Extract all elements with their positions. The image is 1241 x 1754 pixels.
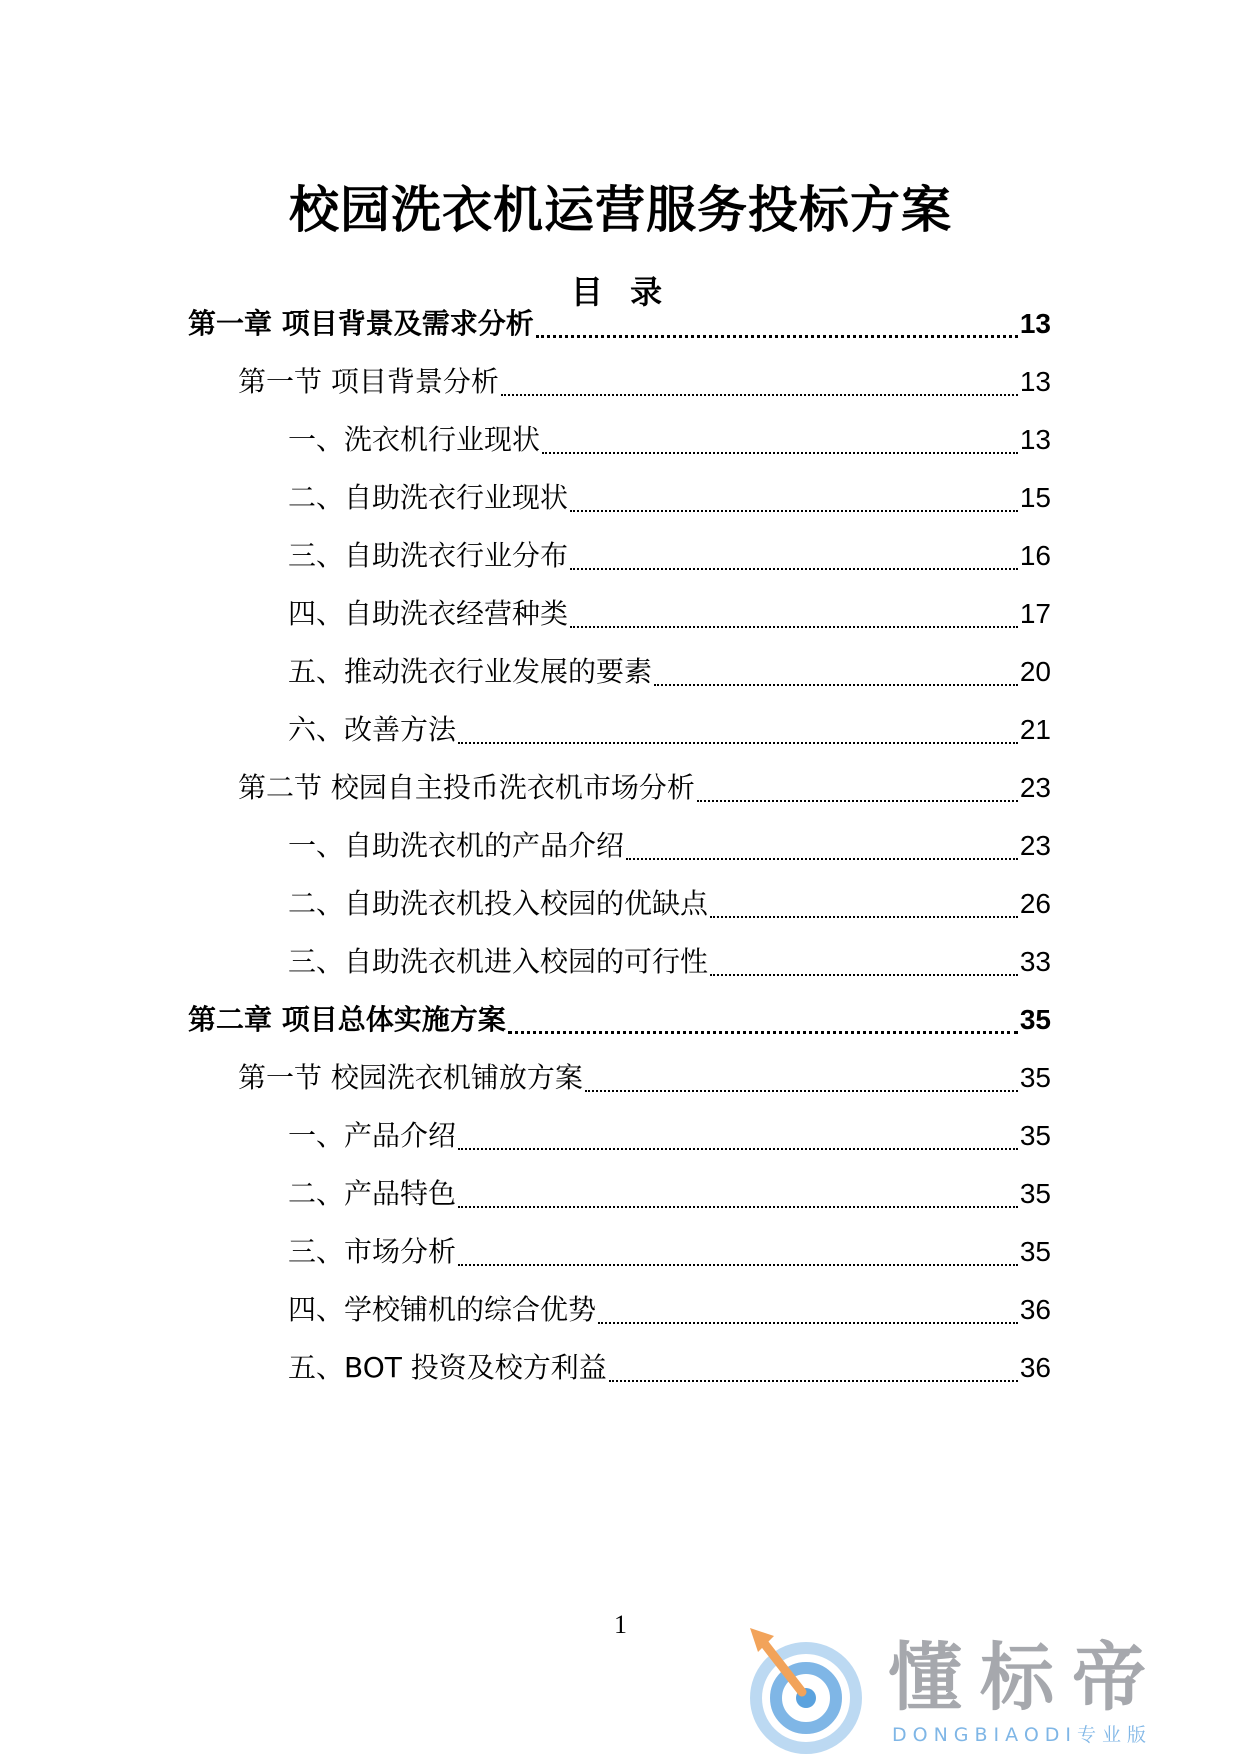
toc-entry-subsection[interactable] xyxy=(288,1228,1051,1272)
toc-entry-label: 第一节 项目背景分析 xyxy=(238,365,499,398)
toc-entry-subsection[interactable] xyxy=(288,822,1051,866)
page-number: 1 xyxy=(614,1610,627,1639)
toc-entry-section[interactable] xyxy=(238,358,1051,402)
toc-entry-label: 第二章 项目总体实施方案 xyxy=(188,1003,506,1036)
toc-entry-page: 35 xyxy=(1019,1178,1051,1209)
toc-entry-page: 35 xyxy=(1019,1236,1051,1267)
toc-leader-dots xyxy=(570,594,1018,628)
watermark-brand: 懂标帝 xyxy=(888,1635,1164,1721)
toc-entry-subsection[interactable] xyxy=(288,1344,1051,1388)
toc-entry-subsection[interactable] xyxy=(288,1112,1051,1156)
toc-entry-page: 33 xyxy=(1019,946,1051,977)
toc-leader-dots xyxy=(458,1232,1018,1266)
toc-entry-page: 36 xyxy=(1019,1294,1051,1325)
toc-entry-label: 第一章 项目背景及需求分析 xyxy=(188,307,534,340)
toc-entry-page: 35 xyxy=(1019,1062,1051,1093)
toc-entry-label: 六、改善方法 xyxy=(288,713,457,746)
toc-leader-dots xyxy=(501,362,1018,396)
toc-leader-dots xyxy=(536,303,1018,338)
toc-entry-label: 三、市场分析 xyxy=(288,1235,457,1268)
toc-entry-subsection[interactable] xyxy=(288,474,1051,518)
toc-entry-subsection[interactable] xyxy=(288,416,1051,460)
toc-entry-page: 26 xyxy=(1019,888,1051,919)
toc-entry-label: 二、产品特色 xyxy=(288,1177,457,1210)
toc-leader-dots xyxy=(710,884,1018,918)
toc-leader-dots xyxy=(458,1116,1018,1150)
toc-entry-label: 一、自助洗衣机的产品介绍 xyxy=(288,829,625,862)
toc-leader-dots xyxy=(458,1174,1018,1208)
toc-entry-label: 四、学校铺机的综合优势 xyxy=(288,1293,597,1326)
toc-entry-chapter[interactable] xyxy=(188,300,1051,344)
toc-entry-page: 23 xyxy=(1019,830,1051,861)
toc-entry-label: 三、自助洗衣行业分布 xyxy=(288,539,569,572)
toc-entry-page: 21 xyxy=(1019,714,1051,745)
toc-leader-dots xyxy=(710,942,1018,976)
toc-entry-section[interactable] xyxy=(238,1054,1051,1098)
watermark-subtitle: DONGBIAODI专业版 xyxy=(892,1724,1153,1746)
toc-leader-dots xyxy=(508,999,1018,1034)
toc-entry-subsection[interactable] xyxy=(288,590,1051,634)
toc-entry-page: 13 xyxy=(1019,424,1051,455)
toc-entry-page: 15 xyxy=(1019,482,1051,513)
toc-entry-page: 35 xyxy=(1019,1120,1051,1151)
toc-leader-dots xyxy=(585,1058,1018,1092)
toc-leader-dots xyxy=(458,710,1018,744)
toc-leader-dots xyxy=(626,826,1018,860)
toc-entry-subsection[interactable] xyxy=(288,648,1051,692)
target-arrow-icon xyxy=(740,1628,870,1754)
toc-entry-label: 第二节 校园自主投币洗衣机市场分析 xyxy=(238,771,695,804)
toc-entry-page: 20 xyxy=(1019,656,1051,687)
toc-leader-dots xyxy=(697,768,1018,802)
toc-leader-dots xyxy=(570,536,1018,570)
toc-entry-subsection[interactable] xyxy=(288,706,1051,750)
toc-entry-label: 二、自助洗衣行业现状 xyxy=(288,481,569,514)
toc-entry-subsection[interactable] xyxy=(288,938,1051,982)
toc-entry-subsection[interactable] xyxy=(288,532,1051,576)
toc-entry-label: 三、自助洗衣机进入校园的可行性 xyxy=(288,945,709,978)
toc-heading: 目 录 xyxy=(570,273,671,311)
toc-leader-dots xyxy=(654,652,1018,686)
toc-leader-dots xyxy=(542,420,1018,454)
toc-entry-label: 二、自助洗衣机投入校园的优缺点 xyxy=(288,887,709,920)
toc-leader-dots xyxy=(598,1290,1018,1324)
toc-entry-page: 35 xyxy=(1019,1004,1051,1035)
toc-entry-subsection[interactable] xyxy=(288,1286,1051,1330)
toc-entry-page: 36 xyxy=(1019,1352,1051,1383)
toc-entry-page: 23 xyxy=(1019,772,1051,803)
toc-entry-label: 第一节 校园洗衣机铺放方案 xyxy=(238,1061,583,1094)
toc-entry-label: 五、BOT 投资及校方利益 xyxy=(288,1351,607,1384)
toc-entry-label: 四、自助洗衣经营种类 xyxy=(288,597,569,630)
toc-entry-page: 13 xyxy=(1019,308,1051,339)
toc-leader-dots xyxy=(609,1348,1018,1382)
toc-entry-label: 一、产品介绍 xyxy=(288,1119,457,1152)
toc-entry-page: 17 xyxy=(1019,598,1051,629)
toc-entry-subsection[interactable] xyxy=(288,1170,1051,1214)
toc-entry-page: 13 xyxy=(1019,366,1051,397)
toc-entry-chapter[interactable] xyxy=(188,996,1051,1040)
toc-leader-dots xyxy=(570,478,1018,512)
toc-entry-subsection[interactable] xyxy=(288,880,1051,924)
toc-entry-label: 五、推动洗衣行业发展的要素 xyxy=(288,655,653,688)
watermark xyxy=(740,1628,1220,1748)
toc-entry-label: 一、洗衣机行业现状 xyxy=(288,423,541,456)
document-title: 校园洗衣机运营服务投标方案 xyxy=(289,181,952,239)
toc-entry-page: 16 xyxy=(1019,540,1051,571)
toc-entry-section[interactable] xyxy=(238,764,1051,808)
